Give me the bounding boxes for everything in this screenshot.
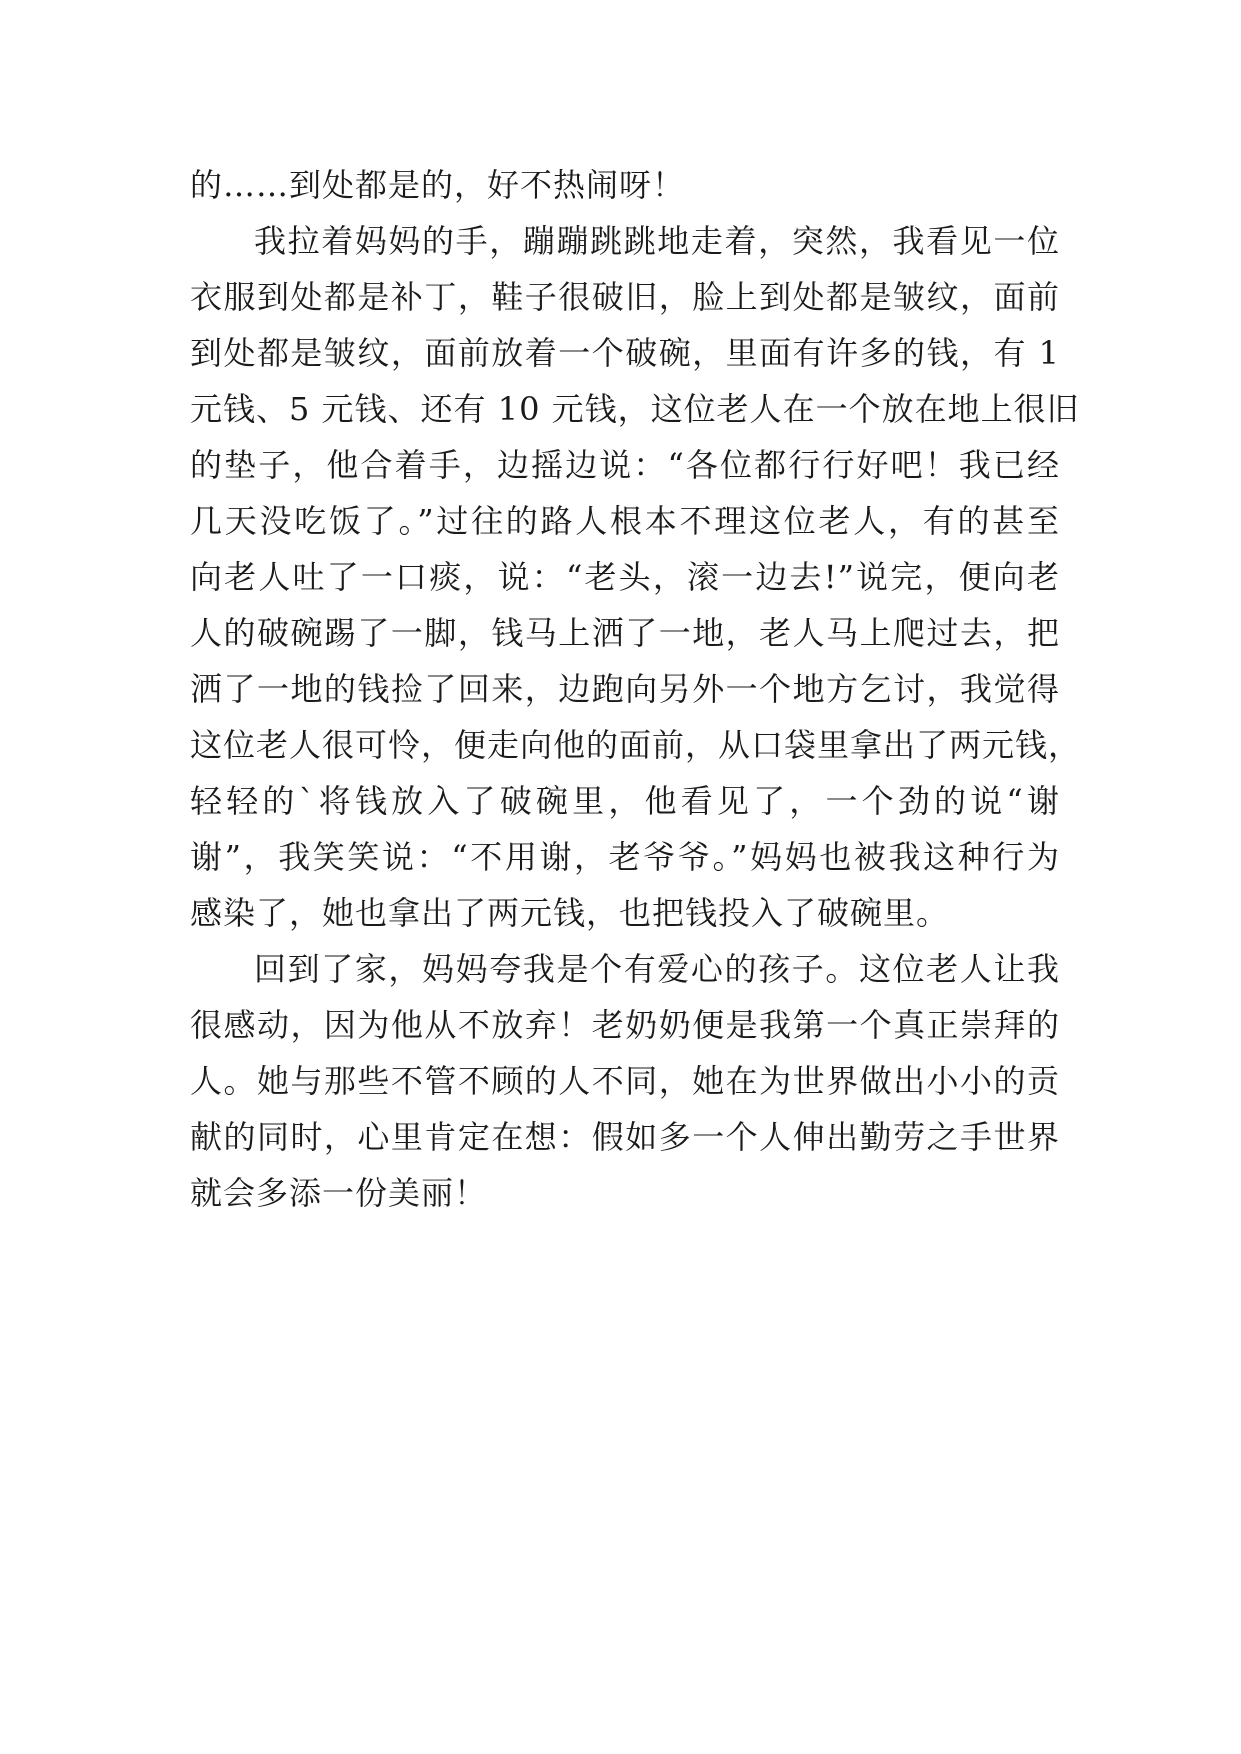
- text-line: 元钱、5 元钱、还有 10 元钱，这位老人在一个放在地上很旧: [190, 390, 1080, 428]
- text-line: 回到了家，妈妈夸我是个有爱心的孩子。这位老人让我: [254, 950, 1060, 988]
- text-line: 几天没吃饭了。”过往的路人根本不理这位老人，有的甚至: [190, 502, 1060, 540]
- text-line: 的垫子，他合着手，边摇边说：“各位都行行好吧！我已经: [190, 446, 1060, 484]
- text-line: 我拉着妈妈的手，蹦蹦跳跳地走着，突然，我看见一位: [254, 222, 1060, 260]
- text-line: 谢”，我笑笑说：“不用谢，老爷爷。”妈妈也被我这种行为: [190, 838, 1060, 876]
- text-line: 的……到处都是的，好不热闹呀！: [190, 166, 686, 204]
- text-line: 就会多添一份美丽！: [190, 1174, 488, 1212]
- text-line: 衣服到处都是补丁，鞋子很破旧，脸上到处都是皱纹，面前: [190, 278, 1060, 316]
- text-line: 人。她与那些不管不顾的人不同，她在为世界做出小小的贡: [190, 1062, 1060, 1100]
- article-body: [190, 157, 1082, 1221]
- text-line: 到处都是皱纹，面前放着一个破碗，里面有许多的钱，有 1: [190, 334, 1060, 372]
- text-line: 感染了，她也拿出了两元钱，也把钱投入了破碗里。: [190, 894, 950, 932]
- text-line: 轻轻的`将钱放入了破碗里，他看见了，一个劲的说“谢: [190, 782, 1060, 820]
- text-line: 这位老人很可怜，便走向他的面前，从口袋里拿出了两元钱，: [190, 726, 1082, 764]
- text-line: 人的破碗踢了一脚，钱马上洒了一地，老人马上爬过去，把: [190, 614, 1060, 652]
- text-line: 献的同时，心里肯定在想：假如多一个人伸出勤劳之手世界: [190, 1118, 1060, 1156]
- text-line: 洒了一地的钱捡了回来，边跑向另外一个地方乞讨，我觉得: [190, 670, 1060, 708]
- text-line: 向老人吐了一口痰，说：“老头，滚一边去!”说完，便向老: [190, 558, 1060, 596]
- text-line: 很感动，因为他从不放弃！老奶奶便是我第一个真正崇拜的: [190, 1006, 1060, 1044]
